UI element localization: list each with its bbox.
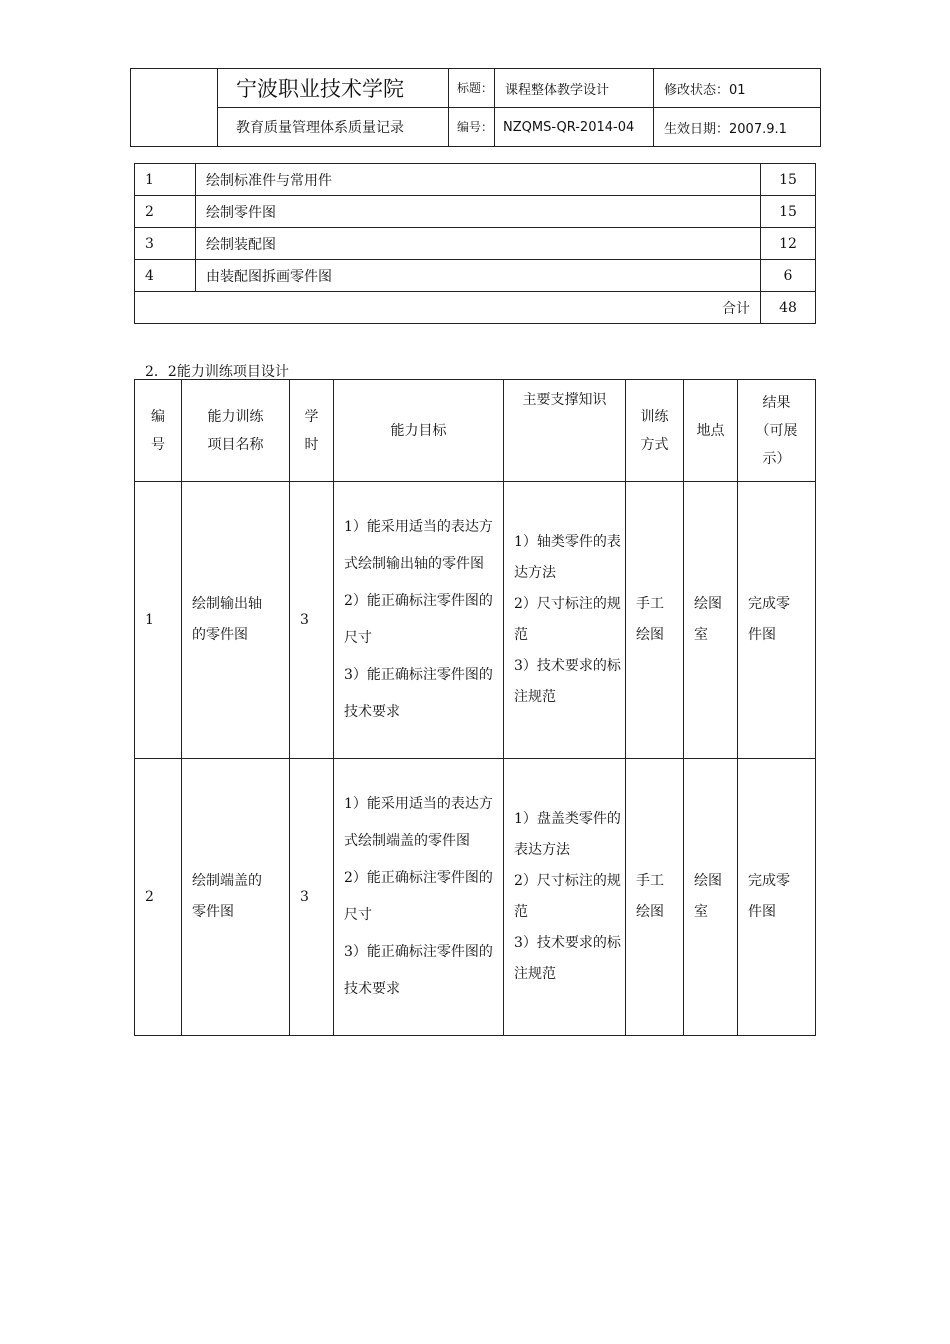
number-label: 编号： [449, 108, 495, 147]
header-place: 地点 [684, 380, 738, 482]
row-result: 完成零件图 [738, 759, 816, 1036]
title-label: 标题： [449, 69, 495, 108]
row-result: 完成零件图 [738, 482, 816, 759]
row-knowledge: 1）轴类零件的表达方法 2）尺寸标注的规范 3）技术要求的标注规范 [504, 482, 626, 759]
row-place: 绘图室 [684, 482, 738, 759]
row-hours: 6 [761, 260, 816, 292]
row-goals: 1）能采用适当的表达方式绘制端盖的零件图 2）能正确标注零件图的尺寸 3）能正确标注零件图的技术要求 [334, 759, 504, 1036]
title-value: 课程整体教学设计 [495, 69, 654, 108]
table-row [135, 164, 816, 196]
total-row [135, 292, 816, 324]
row-method: 手工绘图 [626, 759, 684, 1036]
header-goal: 能力目标 [334, 380, 504, 482]
row-hours: 3 [290, 482, 334, 759]
header-result: 结果（可展示） [738, 380, 816, 482]
section-title: 2．2能力训练项目设计 [145, 364, 289, 380]
table-row [135, 759, 816, 1036]
training-table [134, 379, 816, 1036]
row-name: 绘制装配图 [196, 228, 761, 260]
header-hours: 学时 [290, 380, 334, 482]
header-method: 训练方式 [626, 380, 684, 482]
total-label: 合计 [135, 292, 761, 324]
row-name: 绘制端盖的零件图 [182, 759, 290, 1036]
number-value: NZQMS-QR-2014-04 [495, 108, 654, 147]
row-name: 绘制输出轴的零件图 [182, 482, 290, 759]
row-no: 3 [135, 228, 196, 260]
row-no: 1 [135, 482, 182, 759]
row-name: 绘制零件图 [196, 196, 761, 228]
hours-table [134, 163, 816, 324]
row-no: 4 [135, 260, 196, 292]
row-name: 绘制标准件与常用件 [196, 164, 761, 196]
table-row [135, 196, 816, 228]
row-no: 1 [135, 164, 196, 196]
document-header [130, 68, 821, 147]
quality-system: 教育质量管理体系质量记录 [218, 108, 449, 147]
effective-date: 生效日期：2007.9.1 [654, 108, 821, 147]
table-row [135, 228, 816, 260]
header-knowledge: 主要支撑知识 [504, 380, 626, 482]
row-hours: 15 [761, 164, 816, 196]
revision-status: 修改状态：01 [654, 69, 821, 108]
row-hours: 3 [290, 759, 334, 1036]
table-row [135, 260, 816, 292]
header-no: 编号 [135, 380, 182, 482]
row-method: 手工绘图 [626, 482, 684, 759]
header-name: 能力训练项目名称 [182, 380, 290, 482]
row-hours: 15 [761, 196, 816, 228]
row-goals: 1）能采用适当的表达方式绘制输出轴的零件图 2）能正确标注零件图的尺寸 3）能正确标注零件图的技术要求 [334, 482, 504, 759]
row-hours: 12 [761, 228, 816, 260]
row-place: 绘图室 [684, 759, 738, 1036]
school-name: 宁波职业技术学院 [218, 69, 449, 108]
total-value: 48 [761, 292, 816, 324]
table-header-row [135, 380, 816, 482]
logo-cell [131, 69, 218, 147]
row-no: 2 [135, 759, 182, 1036]
table-row [135, 482, 816, 759]
row-name: 由装配图拆画零件图 [196, 260, 761, 292]
row-no: 2 [135, 196, 196, 228]
row-knowledge: 1）盘盖类零件的表达方法 2）尺寸标注的规范 3）技术要求的标注规范 [504, 759, 626, 1036]
